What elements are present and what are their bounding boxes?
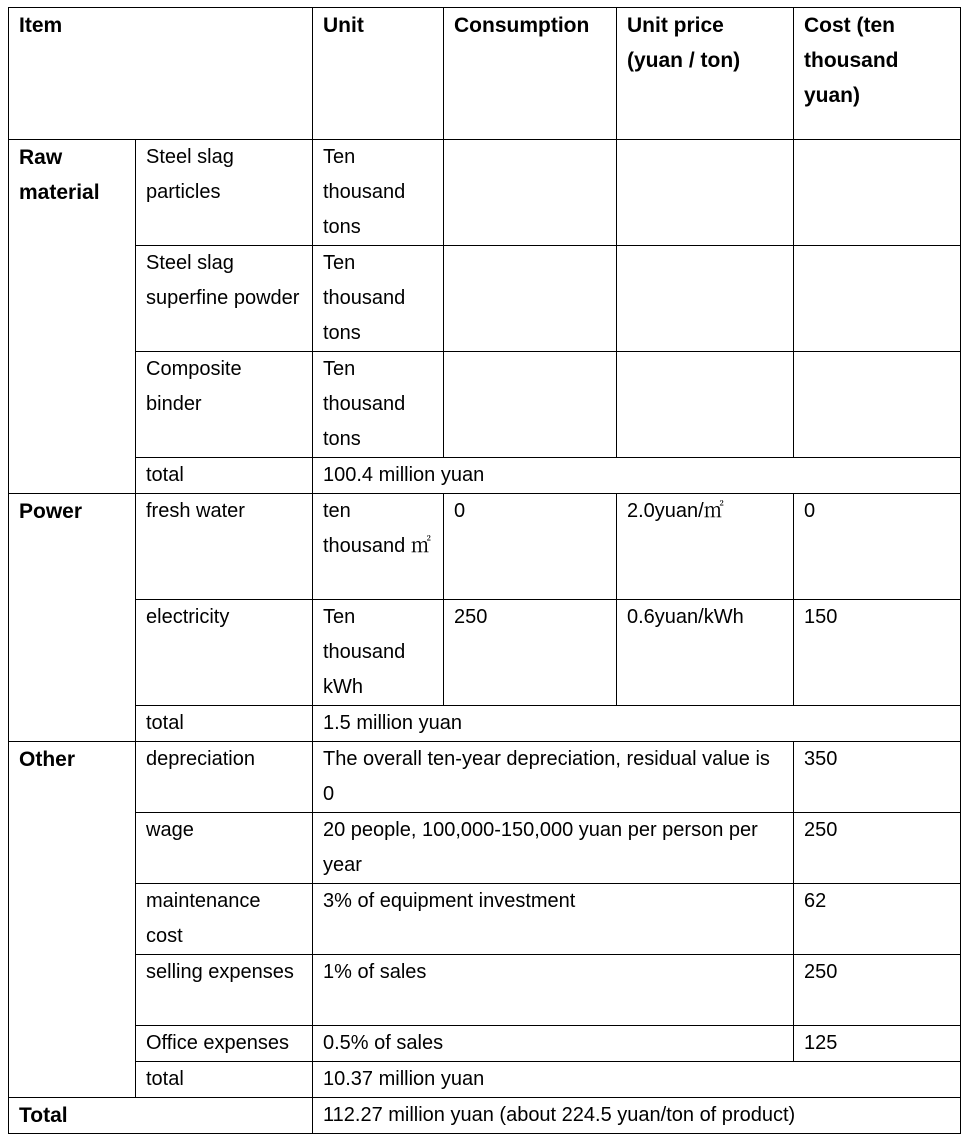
cost-table	[8, 7, 961, 1134]
total-row	[9, 458, 961, 494]
grand-total-value: 112.27 million yuan (about 224.5 yuan/ton of product)	[313, 1098, 961, 1134]
row-cost: 0	[794, 494, 961, 600]
table-row	[9, 600, 961, 706]
header-unit: Unit	[313, 8, 444, 140]
total-label: total	[136, 1062, 313, 1098]
total-row	[9, 706, 961, 742]
header-unit-price: Unit price (yuan / ton)	[617, 8, 794, 140]
table-row	[9, 955, 961, 1026]
row-price: 0.6yuan/kWh	[617, 600, 794, 706]
row-name: wage	[136, 813, 313, 884]
row-description: 3% of equipment investment	[313, 884, 794, 955]
section-power: Power	[9, 494, 136, 742]
table-row	[9, 140, 961, 246]
row-name: maintenance cost	[136, 884, 313, 955]
grand-total-row	[9, 1098, 961, 1134]
row-consumption: 0	[444, 494, 617, 600]
row-unit: Ten thousand tons	[313, 246, 444, 352]
table-row	[9, 494, 961, 600]
row-price	[617, 246, 794, 352]
row-cost: 62	[794, 884, 961, 955]
row-unit: Ten thousand tons	[313, 352, 444, 458]
row-consumption	[444, 352, 617, 458]
row-consumption	[444, 140, 617, 246]
total-label: total	[136, 458, 313, 494]
row-cost: 350	[794, 742, 961, 813]
row-description: 1% of sales	[313, 955, 794, 1026]
row-unit: Ten thousand tons	[313, 140, 444, 246]
total-value: 100.4 million yuan	[313, 458, 961, 494]
row-cost: 250	[794, 955, 961, 1026]
row-name: Steel slag particles	[136, 140, 313, 246]
total-row	[9, 1062, 961, 1098]
row-name: depreciation	[136, 742, 313, 813]
row-name: Composite binder	[136, 352, 313, 458]
row-cost	[794, 246, 961, 352]
row-cost: 125	[794, 1026, 961, 1062]
row-description: 20 people, 100,000-150,000 yuan per person per year	[313, 813, 794, 884]
grand-total-label: Total	[9, 1098, 313, 1134]
row-unit: Ten thousand kWh	[313, 600, 444, 706]
row-description: 0.5% of sales	[313, 1026, 794, 1062]
header-cost: Cost (ten thousand yuan)	[794, 8, 961, 140]
row-price	[617, 140, 794, 246]
row-price	[617, 352, 794, 458]
row-cost	[794, 140, 961, 246]
row-unit: ten thousand ㎡	[313, 494, 444, 600]
row-cost	[794, 352, 961, 458]
header-item: Item	[9, 8, 313, 140]
table-row	[9, 884, 961, 955]
row-consumption	[444, 246, 617, 352]
table-row	[9, 352, 961, 458]
total-value: 1.5 million yuan	[313, 706, 961, 742]
row-name: fresh water	[136, 494, 313, 600]
table-row	[9, 246, 961, 352]
row-name: electricity	[136, 600, 313, 706]
row-name: Steel slag superfine powder	[136, 246, 313, 352]
table-row	[9, 1026, 961, 1062]
row-cost: 250	[794, 813, 961, 884]
row-cost: 150	[794, 600, 961, 706]
row-description: The overall ten-year depreciation, residual value is 0	[313, 742, 794, 813]
row-consumption: 250	[444, 600, 617, 706]
header-consumption: Consumption	[444, 8, 617, 140]
total-value: 10.37 million yuan	[313, 1062, 961, 1098]
section-raw-material: Raw material	[9, 140, 136, 494]
total-label: total	[136, 706, 313, 742]
row-name: selling expenses	[136, 955, 313, 1026]
header-row	[9, 8, 961, 140]
table-row	[9, 813, 961, 884]
row-name: Office expenses	[136, 1026, 313, 1062]
row-price: 2.0yuan/㎡	[617, 494, 794, 600]
section-other: Other	[9, 742, 136, 1098]
table-row	[9, 742, 961, 813]
